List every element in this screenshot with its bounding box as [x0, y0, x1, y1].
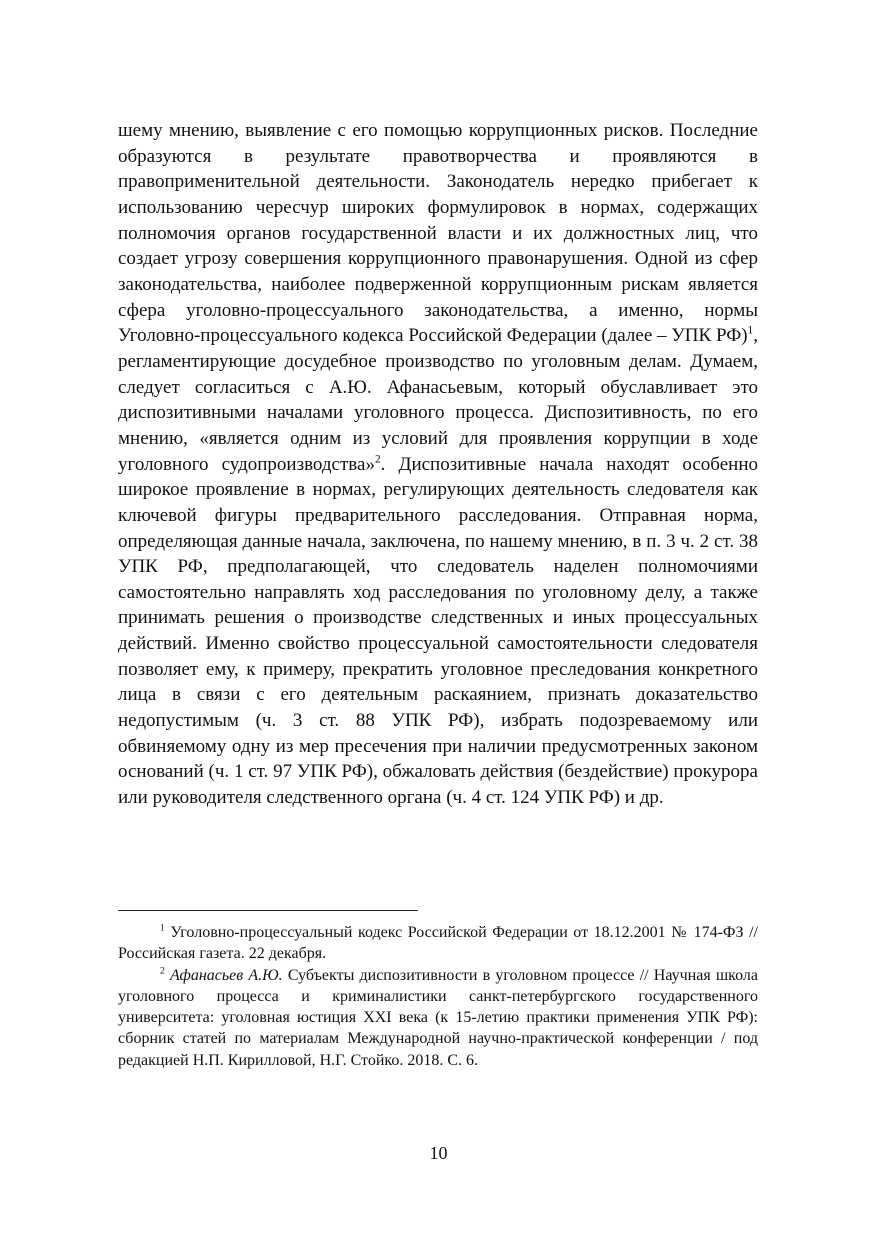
footnote-2: [118, 965, 758, 1071]
footnotes: [118, 922, 758, 1071]
footnote-ref-1: 1: [747, 324, 754, 337]
page-content: [118, 118, 758, 811]
footnote-1-number: 1: [160, 922, 165, 934]
body-paragraph: [118, 118, 758, 811]
body-text-part-1: шему мнению, выявление с его помощью коррупционных рисков. Последние образуются в результате правотворчества и проявляются в правоприменительной деятельности. Законодатель нередко прибегает к использованию чересчур широких формулировок в нормах, содержащих полномочия органов государственной власти и их должностных лиц, что создает угрозу совершения коррупционного правонарушения. Одной из сфер законодательства, наиболее подверженной коррупционным рискам является сфера уголовно-процессуального законодательства, а именно, нормы Уголовно-процессуального кодекса Российской Федерации (далее – УПК РФ): [118, 120, 758, 347]
body-text-part-3: . Диспозитивные начала находят особенно широкое проявление в нормах, регулирующих деятельность следователя как ключевой фигуры предварительного расследования. Отправная норма, определяющая данные начала, заключена, по нашему мнению, в п. 3 ч. 2 ст. 38 УПК РФ, предполагающей, что следователь наделен полномочиями самостоятельно направлять ход расследования по уголовному делу, а также принимать решения о производстве следственных и иных процессуальных действий. Именно свойство процессуальной самостоятельности следователя позволяет ему, к примеру, прекратить уголовное преследования конкретного лица в связи с его деятельным раскаянием, признать доказательство недопустимым (ч. 3 ст. 88 УПК РФ), избрать подозреваемому или обвиняемому одну из мер пресечения при наличии предусмотренных законом оснований (ч. 1 ст. 97 УПК РФ), обжаловать действия (бездействие) прокурора или руководителя следственного органа (ч. 4 ст. 124 УПК РФ) и др.: [118, 453, 758, 809]
footnote-2-number: 2: [160, 965, 165, 977]
page-number: 10: [429, 1143, 448, 1163]
body-text-part-2: , регламентирующие досудебное производство по уголовным делам. Думаем, следует согласиться с А.Ю. Афанасьевым, который обуславливает это диспозитивными началами уголовного процесса. Диспозитивность, по его мнению, «является одним из условий для проявления коррупции в ходе уголовного судопроизводства»: [118, 325, 758, 475]
footnote-2-author: Афанасьев А.Ю.: [169, 966, 283, 984]
footnote-1-text: Уголовно-процессуальный кодекс Российской Федерации от 18.12.2001 № 174-ФЗ // Российская газета. 22 декабря.: [118, 924, 758, 963]
footnote-2-text: Субъекты диспозитивности в уголовном процессе // Научная школа уголовного процесса и криминалистики санкт-петербургского государственного университета: уголовная юстиция XXI века (к 15-летию практики применения УПК РФ): сборник статей по материалам Международной научно-практической конференции / под редакцией Н.П. Кирилловой, Н.Г. Стойко. 2018. С. 6.: [118, 966, 759, 1069]
footnote-ref-2: 2: [374, 453, 381, 466]
footnote-1: [118, 922, 758, 965]
footnote-divider: [118, 910, 418, 911]
